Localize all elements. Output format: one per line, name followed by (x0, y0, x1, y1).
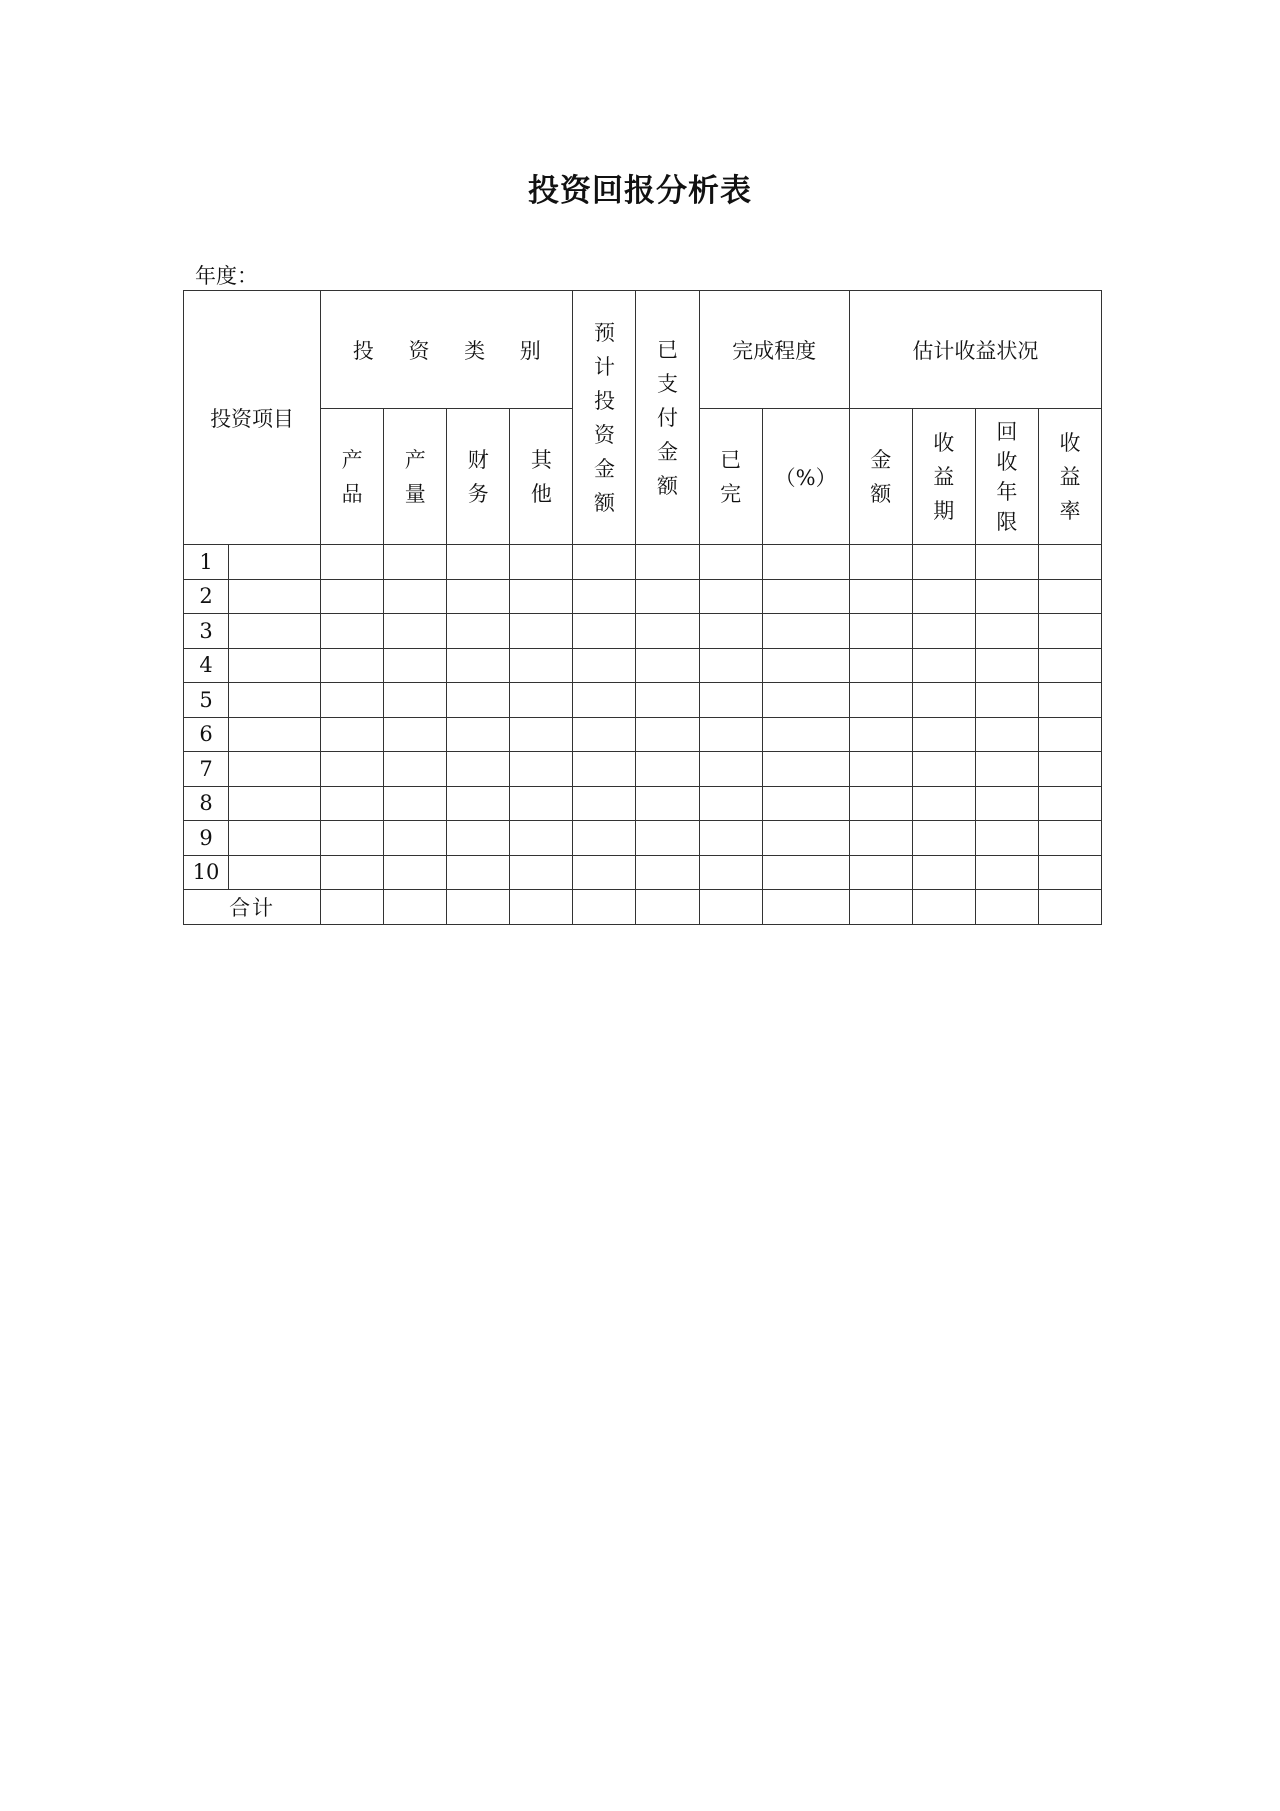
data-cell[interactable] (975, 821, 1038, 856)
data-cell[interactable] (510, 855, 573, 890)
row-number: 1 (184, 545, 229, 580)
data-cell[interactable] (321, 717, 384, 752)
data-cell[interactable] (510, 717, 573, 752)
page-title: 投资回报分析表 (528, 173, 752, 209)
data-cell[interactable] (510, 752, 573, 787)
data-cell[interactable] (636, 545, 699, 580)
data-cell[interactable] (975, 717, 1038, 752)
data-cell[interactable] (573, 648, 636, 683)
row-number: 4 (184, 648, 229, 683)
data-cell[interactable] (912, 579, 975, 614)
row-number: 7 (184, 752, 229, 787)
data-cell[interactable] (384, 579, 447, 614)
data-cell[interactable] (321, 683, 384, 718)
data-cell[interactable] (384, 717, 447, 752)
data-cell[interactable] (912, 648, 975, 683)
data-cell[interactable] (447, 821, 510, 856)
header-cat-finance (447, 409, 510, 545)
investment-return-table (183, 290, 1102, 925)
table-row (184, 752, 1102, 787)
header-project (184, 291, 321, 545)
header-return-rate-label: 收益率 (1059, 430, 1081, 523)
header-investment-category-label: 投 资 类 别 (352, 338, 555, 363)
data-cell[interactable] (975, 855, 1038, 890)
data-cell[interactable] (384, 683, 447, 718)
header-percent-label: （%） (774, 465, 837, 490)
data-cell[interactable] (975, 890, 1038, 925)
data-cell[interactable] (849, 579, 912, 614)
data-cell[interactable] (1038, 821, 1101, 856)
header-cat-other (510, 409, 573, 545)
data-cell[interactable] (762, 855, 849, 890)
data-cell[interactable] (762, 786, 849, 821)
data-cell[interactable] (699, 648, 762, 683)
header-paid-amount-label: 已支付金额 (657, 337, 679, 498)
data-cell[interactable] (699, 821, 762, 856)
data-cell[interactable] (912, 890, 975, 925)
project-name-cell[interactable] (229, 786, 321, 821)
data-cell[interactable] (384, 855, 447, 890)
header-estimated-amount-label: 预计投资金额 (593, 320, 615, 515)
data-cell[interactable] (975, 614, 1038, 649)
row-number: 3 (184, 614, 229, 649)
project-name-cell[interactable] (229, 752, 321, 787)
data-cell[interactable] (447, 579, 510, 614)
project-name-cell[interactable] (229, 648, 321, 683)
data-cell[interactable] (912, 545, 975, 580)
header-row-1 (184, 291, 1102, 409)
total-row (184, 890, 1102, 925)
data-cell[interactable] (849, 752, 912, 787)
header-investment-category (321, 291, 573, 409)
data-cell[interactable] (849, 855, 912, 890)
data-cell[interactable] (699, 855, 762, 890)
project-name-cell[interactable] (229, 821, 321, 856)
data-cell[interactable] (321, 752, 384, 787)
header-estimated-return (849, 291, 1101, 409)
data-cell[interactable] (1038, 752, 1101, 787)
data-cell[interactable] (975, 683, 1038, 718)
data-cell[interactable] (849, 786, 912, 821)
data-cell[interactable] (699, 545, 762, 580)
data-cell[interactable] (510, 545, 573, 580)
data-cell[interactable] (573, 821, 636, 856)
data-cell[interactable] (912, 752, 975, 787)
data-cell[interactable] (447, 786, 510, 821)
data-cell[interactable] (510, 683, 573, 718)
header-estimated-amount (573, 291, 636, 545)
header-cat-output-label: 产量 (404, 447, 426, 506)
header-return-amount-label: 金额 (870, 447, 892, 506)
data-cell[interactable] (384, 614, 447, 649)
data-cell[interactable] (384, 752, 447, 787)
project-name-cell[interactable] (229, 683, 321, 718)
data-cell[interactable] (636, 786, 699, 821)
data-cell[interactable] (1038, 579, 1101, 614)
data-cell[interactable] (762, 890, 849, 925)
data-cell[interactable] (699, 614, 762, 649)
table-row (184, 648, 1102, 683)
data-cell[interactable] (573, 717, 636, 752)
table-row (184, 545, 1102, 580)
project-name-cell[interactable] (229, 614, 321, 649)
data-cell[interactable] (321, 614, 384, 649)
data-cell[interactable] (321, 890, 384, 925)
data-cell[interactable] (849, 545, 912, 580)
data-cell[interactable] (849, 614, 912, 649)
data-cell[interactable] (1038, 786, 1101, 821)
table-row (184, 614, 1102, 649)
data-cell[interactable] (975, 579, 1038, 614)
table-row (184, 786, 1102, 821)
project-name-cell[interactable] (229, 579, 321, 614)
data-cell[interactable] (573, 614, 636, 649)
data-cell[interactable] (636, 717, 699, 752)
header-estimated-return-label: 估计收益状况 (912, 338, 1039, 363)
data-cell[interactable] (699, 890, 762, 925)
project-name-cell[interactable] (229, 717, 321, 752)
data-cell[interactable] (1038, 890, 1101, 925)
data-cell[interactable] (510, 614, 573, 649)
header-completion-label: 完成程度 (732, 338, 817, 363)
data-cell[interactable] (636, 752, 699, 787)
data-cell[interactable] (636, 614, 699, 649)
data-cell[interactable] (636, 683, 699, 718)
header-cat-product-label: 产品 (341, 447, 363, 506)
data-cell[interactable] (573, 890, 636, 925)
data-cell[interactable] (762, 752, 849, 787)
data-cell[interactable] (699, 717, 762, 752)
data-cell[interactable] (321, 821, 384, 856)
project-name-cell[interactable] (229, 545, 321, 580)
header-percent (762, 409, 849, 545)
data-cell[interactable] (384, 890, 447, 925)
data-cell[interactable] (975, 752, 1038, 787)
table-row (184, 579, 1102, 614)
table-row (184, 717, 1102, 752)
data-cell[interactable] (912, 786, 975, 821)
header-payback-years-label: 回收年限 (996, 419, 1018, 534)
data-cell[interactable] (384, 821, 447, 856)
data-cell[interactable] (510, 648, 573, 683)
data-cell[interactable] (636, 579, 699, 614)
data-cell[interactable] (1038, 683, 1101, 718)
row-number: 9 (184, 821, 229, 856)
data-cell[interactable] (321, 648, 384, 683)
data-cell[interactable] (912, 821, 975, 856)
data-cell[interactable] (762, 614, 849, 649)
data-cell[interactable] (447, 648, 510, 683)
data-cell[interactable] (699, 579, 762, 614)
table-row (184, 855, 1102, 890)
data-cell[interactable] (384, 545, 447, 580)
project-name-cell[interactable] (229, 855, 321, 890)
data-cell[interactable] (447, 683, 510, 718)
data-cell[interactable] (1038, 545, 1101, 580)
data-cell[interactable] (975, 545, 1038, 580)
data-cell[interactable] (1038, 855, 1101, 890)
header-completed (699, 409, 762, 545)
data-cell[interactable] (849, 890, 912, 925)
data-cell[interactable] (573, 786, 636, 821)
header-return-rate (1038, 409, 1101, 545)
data-cell[interactable] (510, 821, 573, 856)
header-return-amount (849, 409, 912, 545)
header-cat-product (321, 409, 384, 545)
header-paid-amount (636, 291, 699, 545)
header-payback-years (975, 409, 1038, 545)
data-cell[interactable] (849, 821, 912, 856)
data-cell[interactable] (573, 579, 636, 614)
data-cell[interactable] (762, 545, 849, 580)
data-cell[interactable] (510, 579, 573, 614)
data-cell[interactable] (573, 683, 636, 718)
data-cell[interactable] (321, 855, 384, 890)
row-number: 2 (184, 579, 229, 614)
data-cell[interactable] (510, 786, 573, 821)
header-return-period-label: 收益期 (933, 430, 955, 523)
data-cell[interactable] (447, 614, 510, 649)
data-cell[interactable] (699, 786, 762, 821)
data-cell[interactable] (762, 648, 849, 683)
data-cell[interactable] (912, 614, 975, 649)
data-cell[interactable] (384, 786, 447, 821)
header-project-label: 投资项目 (210, 406, 295, 431)
data-cell[interactable] (636, 648, 699, 683)
data-cell[interactable] (636, 821, 699, 856)
data-cell[interactable] (912, 855, 975, 890)
data-cell[interactable] (321, 579, 384, 614)
data-cell[interactable] (762, 579, 849, 614)
data-cell[interactable] (762, 717, 849, 752)
row-number: 8 (184, 786, 229, 821)
data-cell[interactable] (447, 890, 510, 925)
data-cell[interactable] (573, 545, 636, 580)
data-cell[interactable] (636, 855, 699, 890)
table-row (184, 683, 1102, 718)
data-cell[interactable] (1038, 648, 1101, 683)
data-cell[interactable] (912, 683, 975, 718)
data-cell[interactable] (573, 855, 636, 890)
data-cell[interactable] (447, 545, 510, 580)
data-cell[interactable] (447, 717, 510, 752)
total-label: 合计 (184, 890, 321, 925)
data-cell[interactable] (975, 786, 1038, 821)
data-cell[interactable] (699, 752, 762, 787)
row-number: 6 (184, 717, 229, 752)
data-cell[interactable] (1038, 614, 1101, 649)
data-cell[interactable] (573, 752, 636, 787)
header-cat-other-label: 其他 (530, 447, 552, 506)
data-cell[interactable] (699, 683, 762, 718)
data-cell[interactable] (1038, 717, 1101, 752)
data-cell[interactable] (636, 890, 699, 925)
data-cell[interactable] (447, 752, 510, 787)
row-number: 5 (184, 683, 229, 718)
data-cell[interactable] (321, 786, 384, 821)
header-cat-finance-label: 财务 (467, 447, 489, 506)
data-cell[interactable] (849, 648, 912, 683)
header-return-period (912, 409, 975, 545)
row-number: 10 (184, 855, 229, 890)
data-cell[interactable] (384, 648, 447, 683)
data-cell[interactable] (849, 683, 912, 718)
header-completion (699, 291, 849, 409)
data-cell[interactable] (762, 821, 849, 856)
data-cell[interactable] (912, 717, 975, 752)
table-row (184, 821, 1102, 856)
data-cell[interactable] (447, 855, 510, 890)
data-cell[interactable] (975, 648, 1038, 683)
data-cell[interactable] (321, 545, 384, 580)
year-label: 年度： (195, 264, 258, 288)
data-cell[interactable] (510, 890, 573, 925)
header-completed-label: 已完 (720, 447, 742, 506)
data-cell[interactable] (762, 683, 849, 718)
header-cat-output (384, 409, 447, 545)
data-cell[interactable] (849, 717, 912, 752)
